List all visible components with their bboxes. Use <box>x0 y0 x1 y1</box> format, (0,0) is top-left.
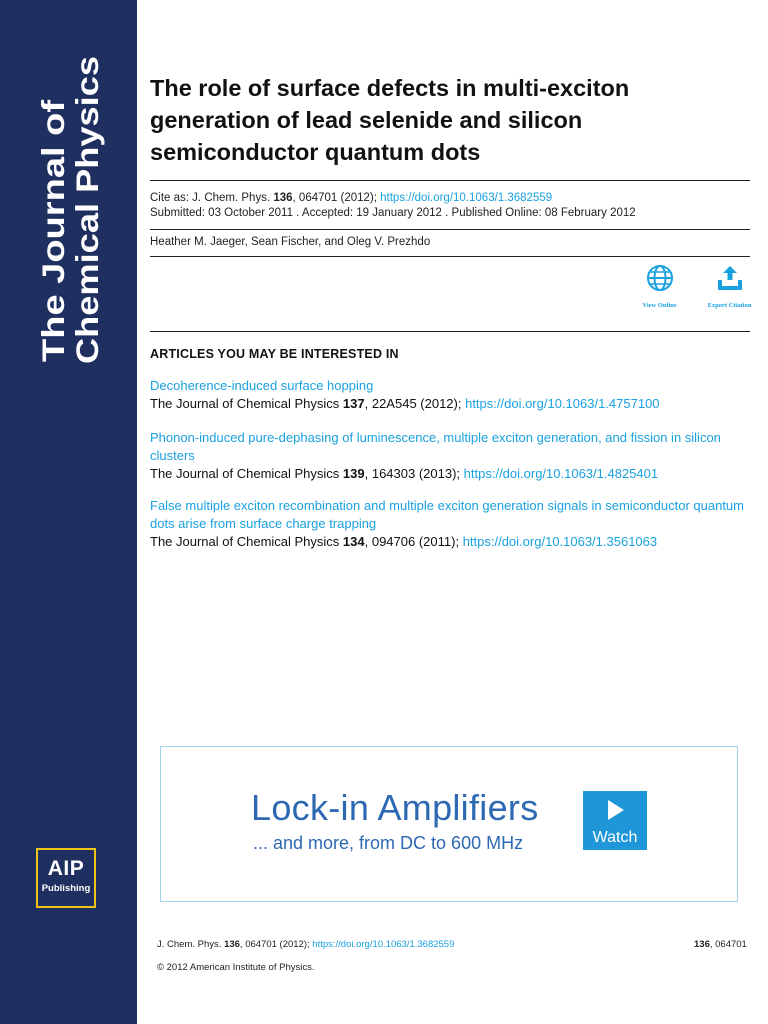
cite-volume: 136 <box>273 192 293 204</box>
related-article <box>150 429 750 483</box>
divider <box>150 256 750 257</box>
related-article-title[interactable]: False multiple exciton recombination and multiple exciton generation signals in semiconductor quantum dots arise from surface charge trapping <box>150 498 744 531</box>
journal-name <box>0 0 137 420</box>
journal-name-line2: Chemical Physics <box>69 96 105 364</box>
play-icon <box>603 798 627 822</box>
related-article-reference: The Journal of Chemical Physics 134, 094706 (2011); https://doi.org/10.1063/1.3561063 <box>150 534 658 549</box>
advertisement-banner[interactable] <box>160 746 738 902</box>
related-article <box>150 377 750 413</box>
cite-prefix: Cite as: J. Chem. Phys. <box>150 192 274 204</box>
logo-aip-text: AIP <box>47 857 85 880</box>
divider <box>150 229 750 230</box>
citation-line <box>150 190 552 206</box>
authors: Heather M. Jaeger, Sean Fischer, and Oleg V. Prezhdo <box>150 236 431 248</box>
footer-citation: J. Chem. Phys. 136, 064701 (2012); https://doi.org/10.1063/1.3682559 <box>157 939 455 950</box>
publication-dates: Submitted: 03 October 2011 . Accepted: 19 January 2012 . Published Online: 08 February 2012 <box>150 207 636 219</box>
footer-page-number: 136, 064701 <box>694 939 747 950</box>
export-citation-button[interactable] <box>702 264 757 309</box>
related-article-reference: The Journal of Chemical Physics 139, 164303 (2013); https://doi.org/10.1063/1.4825401 <box>150 466 659 481</box>
ad-subline: ... and more, from DC to 600 MHz <box>253 833 524 853</box>
ad-headline: Lock-in Amplifiers <box>251 787 539 828</box>
journal-name-line1: The Journal of <box>35 144 71 362</box>
logo-publishing-text: Publishing <box>41 883 91 894</box>
journal-sidebar <box>0 0 137 1024</box>
cite-rest: , 064701 (2012); <box>292 192 381 204</box>
watch-button[interactable] <box>583 791 647 850</box>
related-article-doi-link[interactable]: https://doi.org/10.1063/1.4757100 <box>465 396 660 411</box>
related-article-doi-link[interactable]: https://doi.org/10.1063/1.4825401 <box>463 466 659 481</box>
export-citation-label: Export Citation <box>707 302 752 309</box>
footer-doi-link[interactable]: https://doi.org/10.1063/1.3682559 <box>312 939 455 950</box>
related-article-title[interactable]: Phonon-induced pure-dephasing of luminescence, multiple exciton generation, and fission in silicon clusters <box>150 430 721 463</box>
watch-label: Watch <box>592 829 638 846</box>
divider <box>150 180 750 181</box>
aip-publishing-logo[interactable] <box>36 848 96 908</box>
view-online-label: View Online <box>642 302 677 309</box>
related-article-doi-link[interactable]: https://doi.org/10.1063/1.3561063 <box>462 534 658 549</box>
globe-icon <box>646 264 674 292</box>
related-article-title[interactable]: Decoherence-induced surface hopping <box>150 378 374 393</box>
export-icon <box>715 264 745 292</box>
related-articles-heading: ARTICLES YOU MAY BE INTERESTED IN <box>150 347 399 361</box>
article-title: The role of surface defects in multi-exciton generation of lead selenide and silicon semiconductor quantum dots <box>150 75 630 165</box>
view-online-button[interactable] <box>632 264 687 309</box>
cite-doi-link[interactable]: https://doi.org/10.1063/1.3682559 <box>380 192 553 204</box>
copyright-notice: © 2012 American Institute of Physics. <box>157 962 315 973</box>
related-article <box>150 497 750 551</box>
divider <box>150 331 750 332</box>
related-article-reference: The Journal of Chemical Physics 137, 22A545 (2012); https://doi.org/10.1063/1.4757100 <box>150 396 660 411</box>
